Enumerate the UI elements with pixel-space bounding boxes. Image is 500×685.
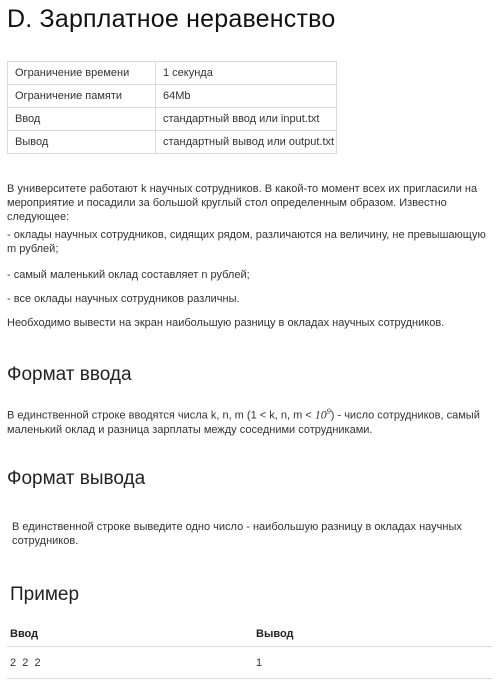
math-exponent: 9 xyxy=(326,407,331,416)
limits-row xyxy=(8,131,337,154)
statement-intro: В университете работают k научных сотрудников. В какой-то момент всех их пригласили на мероприятие и посадили за большой круглый стол определенным образом. Известно следующее: xyxy=(7,183,478,223)
limit-value: 64Mb xyxy=(156,85,337,108)
input-format-text xyxy=(7,405,487,437)
statement-task: Необходимо вывести на экран наибольшую разницу в окладах научных сотрудников. xyxy=(7,317,445,329)
limits-row xyxy=(8,108,337,131)
limits-table xyxy=(7,61,337,154)
limit-label: Ограничение времени xyxy=(8,62,156,85)
limit-value: стандартный ввод или input.txt xyxy=(156,108,337,131)
math-base: 10 xyxy=(314,407,327,422)
input-format-text-after: ) - число сотрудников, самый маленький оклад и разница зарплаты между соседними сотрудниками. xyxy=(7,409,480,436)
output-format-heading: Формат вывода xyxy=(7,468,146,489)
limit-label: Ограничение памяти xyxy=(8,85,156,108)
example-input-value: 2 2 2 xyxy=(10,657,41,669)
input-format-text-before: В единственной строке вводятся числа k, n, m (1 < k, n, m < xyxy=(7,409,315,422)
example-divider xyxy=(7,646,493,647)
statement-condition-1: - оклады научных сотрудников, сидящих рядом, различаются на величину, не превышающую m рублей; xyxy=(7,229,486,255)
problem-title: D. Зарплатное неравенство xyxy=(7,5,336,33)
statement-condition-3: - все оклады научных сотрудников различны. xyxy=(7,293,240,305)
example-heading: Пример xyxy=(10,584,80,605)
limits-row xyxy=(8,85,337,108)
example-output-label: Вывод xyxy=(256,628,294,640)
limit-label: Ввод xyxy=(8,108,156,131)
statement-condition-2: - самый маленький оклад составляет n рублей; xyxy=(7,269,250,281)
example-output-value: 1 xyxy=(256,657,263,669)
output-format-text: В единственной строке выведите одно число - наибольшую разницу в окладах научных сотрудников. xyxy=(12,521,462,547)
limit-label: Вывод xyxy=(8,131,156,154)
limit-value: стандартный вывод или output.txt xyxy=(156,131,337,154)
example-bottom-divider xyxy=(7,678,493,679)
example-input-label: Ввод xyxy=(10,628,39,640)
limit-value: 1 секунда xyxy=(156,62,337,85)
limits-row xyxy=(8,62,337,85)
input-format-heading: Формат ввода xyxy=(7,364,132,385)
